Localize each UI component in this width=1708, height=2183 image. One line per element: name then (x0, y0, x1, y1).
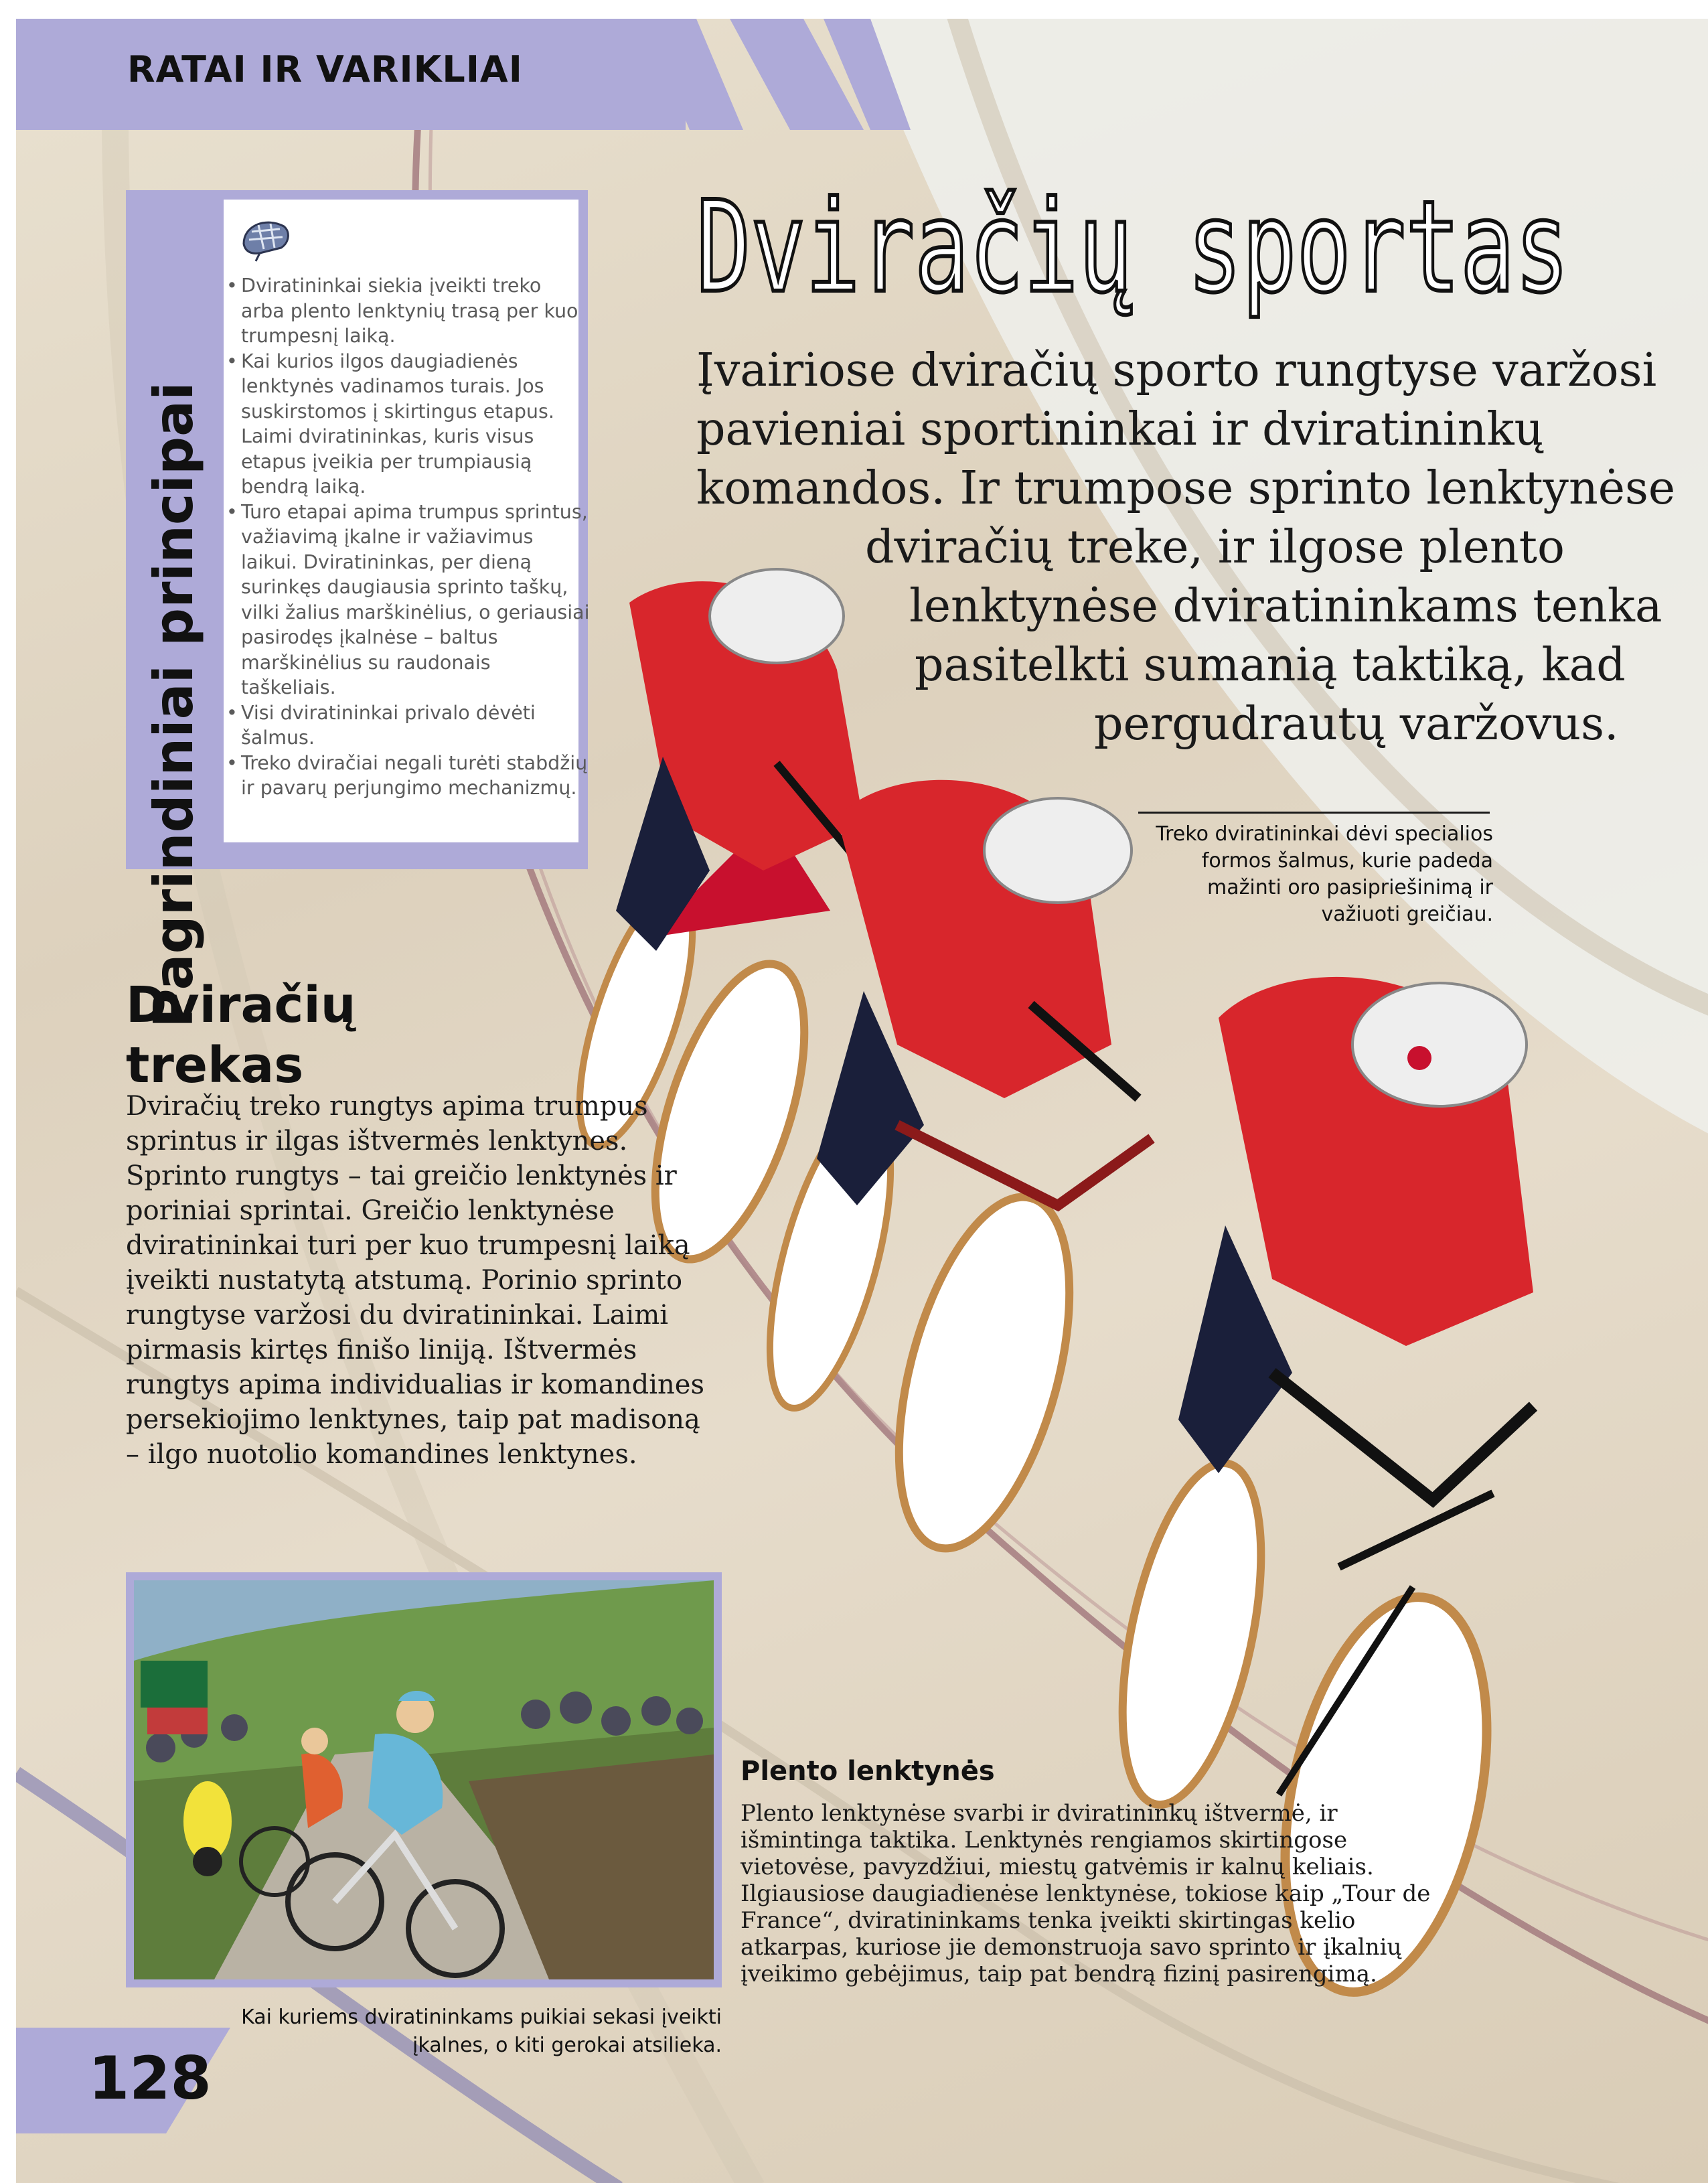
intro-line: pasitelkti sumanią taktiką, kad (915, 639, 1626, 692)
principle-item: • Dviratininkai siekia įveikti treko arba plento lenktynių trasą per kuo trumpesnį laiką. (241, 273, 591, 349)
principles-heading: Pagrindiniai principai (143, 382, 205, 1028)
road-section-body: Plento lenktynėse svarbi ir dviratininkų ištvermė, ir išmintinga taktika. Lenktynės rengiamos skirtingose vietovėse, pavyzdžiui, miestų gatvėmis ir kalnų keliais. Ilgiausiose daugiadienėse lenktynėse, tokiose kaip „Tour de France“, dviratininkams tenka įveikti skirtingas kelio atkarpas, kuriose jie demonstruoja savo sprinto ir įkalnių įveikimo gebėjimus, taip pat bendrą fizinį pasirengimą. (741, 1800, 1431, 1987)
photo-caption: Treko dviratininkai dėvi specialios formos šalmus, kurie padeda mažinti oro pasipriešinimą ir važiuoti greičiau. (1156, 822, 1493, 926)
principle-item: • Visi dviratininkai privalo dėvėti šalmus. (241, 700, 591, 751)
principle-item: • Kai kurios ilgos daugiadienės lenktynės vadinamos turais. Jos suskirstomos į skirtingus etapus. Laimi dviratininkas, kuris visus etapus įveikia per trumpiausią bendrą laiką. (241, 349, 591, 500)
caption-rule (1138, 812, 1490, 814)
page-number: 128 (88, 2044, 212, 2113)
intro-line: dviračių treke, ir ilgose plento (865, 521, 1565, 574)
road-race-scene (134, 1580, 714, 1979)
helmet-icon (240, 212, 293, 265)
road-section-heading: Plento lenktynės (741, 1756, 995, 1787)
intro-line: Įvairiose dviračių sporto rungtyse varžosi (696, 344, 1657, 397)
intro-line: komandos. Ir trumpose sprinto lenktynėse (696, 462, 1676, 515)
principles-list (226, 273, 591, 801)
page-title: Dviračių sportas (696, 174, 1569, 321)
road-race-photo (134, 1580, 714, 1979)
section-heading: Dviračių trekas (126, 976, 356, 1094)
track-section-body: Dviračių treko rungtys apima trumpus sprintus ir ilgas ištvermės lenktynes. Sprinto rungtys – tai greičio lenktynės ir poriniai sprintai. Greičio lenktynėse dviratininkai turi per kuo trumpesnį laiką įveikti nustatytą atstumą. Porinio sprinto rungtyse varžosi du dviratininkai. Laimi pirmasis kirtęs finišo liniją. Ištvermės rungtys apima individualias ir komandines persekiojimo lenktynes, taip pat madisoną – ilgo nuotolio komandines lenktynes. (126, 1091, 704, 1470)
principle-item: • Treko dviračiai negali turėti stabdžių ir pavarų perjungimo mechanizmų. (241, 751, 591, 801)
intro-line: lenktynėse dviratininkams tenka (909, 580, 1662, 633)
intro-line: pergudrautų varžovus. (1094, 698, 1619, 751)
principle-item: • Turo etapai apima trumpus sprintus, važiavimą įkalne ir važiavimus laikui. Dviratininkas, per dieną surinkęs daugiausia sprinto taškų, vilki žalius marškinėlius, o geriausiai pasirodęs įkalnėse – baltus marškinėlius su raudonais taškeliais. (241, 500, 591, 700)
road-photo-caption: Kai kuriems dviratininkams puikiai sekasi įveikti įkalnes, o kiti gerokai atsilieka. (241, 2006, 722, 2057)
intro-line: pavieniai sportininkai ir dviratininkų (696, 403, 1544, 456)
section-label: RATAI IR VARIKLIAI (127, 48, 523, 90)
